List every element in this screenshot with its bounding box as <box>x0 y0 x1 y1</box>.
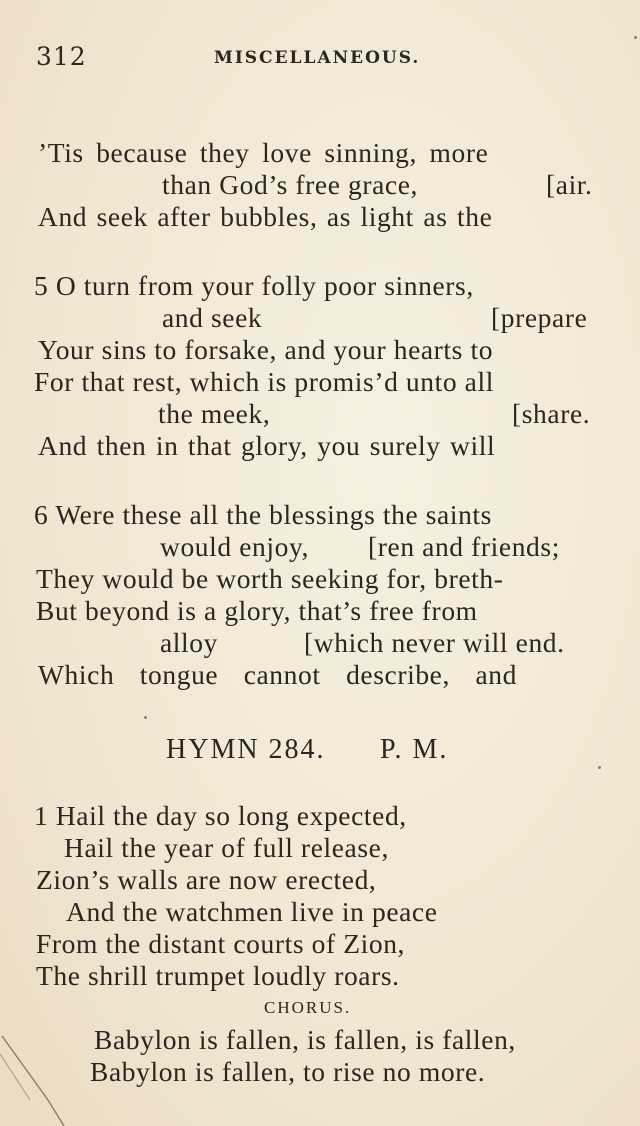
chorus-line: Babylon is fallen, is fallen, is fallen, <box>94 1024 516 1055</box>
verse-line: And then in that glory, you surely will <box>38 430 496 461</box>
verse-line: [which never will end. <box>304 627 565 658</box>
verse-line: And seek after bubbles, as light as the <box>38 201 493 232</box>
verse-line: For that rest, which is promis’d unto all <box>34 366 494 397</box>
verse-line: But beyond is a glory, that’s free from <box>36 595 478 626</box>
verse-line: than God’s free grace, <box>162 169 419 200</box>
paper-speck <box>598 766 601 769</box>
hymn-title: HYMN 284. <box>166 734 326 765</box>
verse-line: 5 O turn from your folly poor sinners, <box>34 270 474 301</box>
verse-line: Zion’s walls are now erected, <box>36 864 377 895</box>
verse-line: alloy <box>160 627 218 658</box>
verse-line: [share. <box>512 398 591 429</box>
verse-line: ’Tis because they love sinning, more <box>38 137 489 168</box>
verse-line: Your sins to forsake, and your hearts to <box>38 334 494 365</box>
verse-line: From the distant courts of Zion, <box>36 928 406 959</box>
verse-line: [ren and friends; <box>368 531 560 562</box>
verse-line: would enjoy, <box>160 531 310 562</box>
hymn-meter: P. M. <box>380 734 449 765</box>
verse-line: and seek <box>162 302 263 333</box>
verse-line: [air. <box>546 169 593 200</box>
verse-line: 6 Were these all the blessings the saints <box>34 499 492 530</box>
paper-speck <box>634 36 637 39</box>
verse-line: They would be worth seeking for, breth- <box>36 563 504 594</box>
running-head: MISCELLANEOUS. <box>214 48 421 68</box>
verse-line: Hail the year of full release, <box>64 832 389 863</box>
chorus-label: CHORUS. <box>264 998 352 1017</box>
page-fold-crease <box>0 1030 70 1126</box>
page-number: 312 <box>36 42 87 71</box>
verse-line: 1 Hail the day so long expected, <box>34 800 407 831</box>
chorus-line: Babylon is fallen, to rise no more. <box>90 1056 486 1087</box>
paper-speck <box>144 716 147 719</box>
verse-line: And the watchmen live in peace <box>66 896 438 927</box>
verse-line: The shrill trumpet loudly roars. <box>36 960 400 991</box>
verse-line: Which tongue cannot describe, and <box>38 659 517 690</box>
verse-line: [prepare <box>491 302 588 333</box>
verse-line: the meek, <box>158 398 271 429</box>
